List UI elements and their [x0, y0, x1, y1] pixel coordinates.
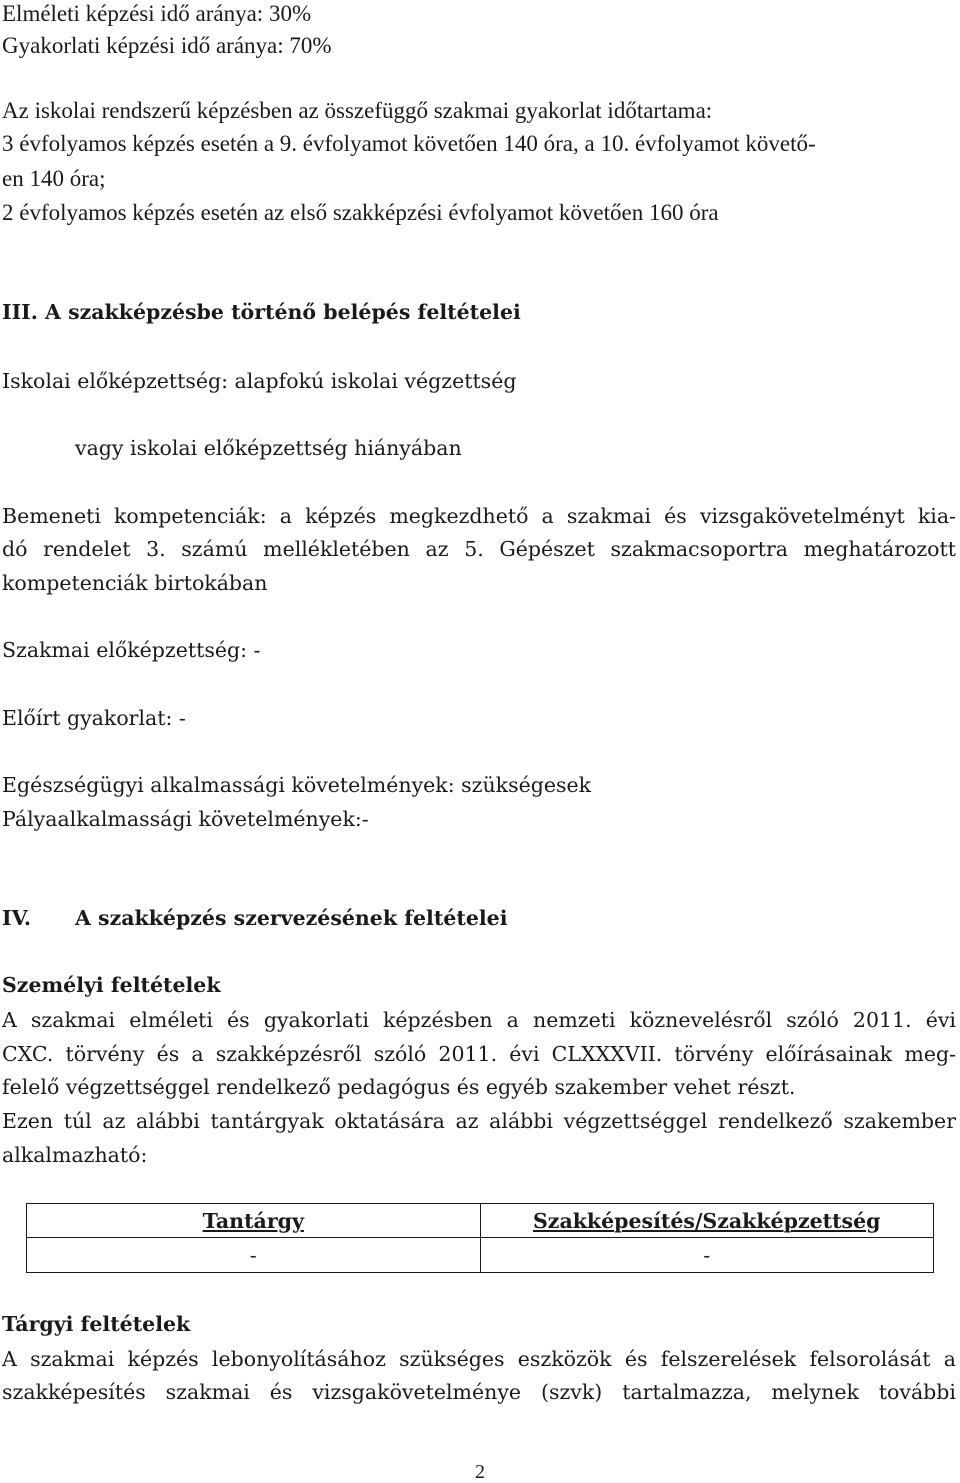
- column-header-qualification: Szakképesítés/Szakképzettség: [480, 1204, 934, 1238]
- column-header-subject: Tantárgy: [27, 1204, 481, 1238]
- theory-ratio: Elméleti képzési idő aránya: 30%: [2, 1, 312, 26]
- practice-duration-intro: Az iskolai rendszerű képzésben az összefüggő szakmai gyakorlat időtartama:: [2, 98, 713, 123]
- material-conditions-heading: Tárgyi feltételek: [2, 1312, 191, 1336]
- table-header-row: [27, 1204, 934, 1238]
- section-4-number: IV.: [2, 906, 32, 930]
- career-requirements: Pályaalkalmassági követelmények:-: [2, 807, 369, 831]
- subject-qualification-table: [26, 1203, 934, 1273]
- personal-conditions-line-4: Ezen túl az alábbi tantárgyak oktatására az alábbi végzettséggel rendelkező szakember: [2, 1109, 956, 1133]
- table-cell-qualification: -: [480, 1238, 934, 1273]
- material-conditions-line-1: A szakmai képzés lebonyolításához szükséges eszközök és felszerelések felsorolását a: [2, 1347, 956, 1371]
- section-4-title: A szakképzés szervezésének feltételei: [75, 906, 508, 930]
- section-3-heading: III. A szakképzésbe történő belépés feltételei: [2, 300, 521, 324]
- competencies-line-1: Bemeneti kompetenciák: a képzés megkezdhető a szakmai és vizsgakövetelményt kia-: [2, 504, 956, 528]
- health-requirements: Egészségügyi alkalmassági követelmények: szükségesek: [2, 773, 592, 797]
- personal-conditions-heading: Személyi feltételek: [2, 973, 221, 997]
- competencies-line-3: kompetenciák birtokában: [2, 571, 268, 595]
- practice-duration-2yr: 2 évfolyamos képzés esetén az első szakképzési évfolyamot követően 160 óra: [2, 200, 719, 225]
- personal-conditions-line-3: felelő végzettséggel rendelkező pedagógus és egyéb szakember vehet részt.: [2, 1075, 796, 1099]
- personal-conditions-line-2: CXC. törvény és a szakképzésről szóló 2011. évi CLXXXVII. törvény előírásainak meg-: [2, 1042, 956, 1066]
- table-row: [27, 1238, 934, 1273]
- material-conditions-line-2: szakképesítés szakmai és vizsgakövetelménye (szvk) tartalmazza, melynek további: [2, 1380, 956, 1404]
- professional-prerequisite: Szakmai előképzettség: -: [2, 638, 261, 662]
- personal-conditions-line-1: A szakmai elméleti és gyakorlati képzésben a nemzeti köznevelésről szóló 2011. évi: [2, 1008, 956, 1032]
- school-prerequisite: Iskolai előképzettség: alapfokú iskolai végzettség: [2, 369, 517, 393]
- practice-duration-3yr: 3 évfolyamos képzés esetén a 9. évfolyamot követően 140 óra, a 10. évfolyamot követő-: [2, 131, 816, 156]
- table-cell-subject: -: [27, 1238, 481, 1273]
- practice-duration-3yr-cont: en 140 óra;: [2, 166, 106, 191]
- required-practice: Előírt gyakorlat: -: [2, 706, 186, 730]
- competencies-line-2: dó rendelet 3. számú mellékletében az 5. Gépészet szakmacsoportra meghatározott: [2, 537, 956, 561]
- page-number: 2: [475, 1461, 485, 1483]
- school-prerequisite-alt: vagy iskolai előképzettség hiányában: [75, 436, 462, 460]
- personal-conditions-line-5: alkalmazható:: [2, 1143, 148, 1167]
- practice-ratio: Gyakorlati képzési idő aránya: 70%: [2, 33, 332, 58]
